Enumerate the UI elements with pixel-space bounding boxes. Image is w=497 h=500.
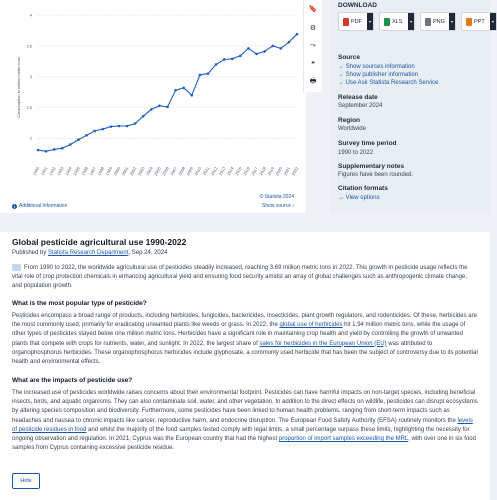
data-point [69,143,72,146]
print-icon: 🖶 [309,78,317,86]
release-date-title: Release date [338,94,378,101]
data-point [239,54,242,57]
statistic-details-panel [330,0,494,213]
png-icon [425,18,431,26]
download-xls-label: XLS [392,18,403,25]
download-title: DOWNLOAD [338,2,377,9]
download-ppt-label: PPT [474,18,485,25]
chevron-down-icon[interactable]: ▾ [408,13,414,30]
download-png-button[interactable] [420,12,456,31]
x-tick-label: 2005 [152,166,162,177]
data-point [61,147,64,150]
show-sources-label: Show sources information [345,64,415,70]
y-tick-label: 3 [29,74,32,80]
published-prefix: Published by [12,250,49,256]
download-buttons [338,12,497,31]
data-point [53,148,56,151]
survey-period-title: Survey time period [338,140,397,147]
x-tick-label: 2003 [136,166,146,177]
paragraph-text: The increased use of pesticides worldwide raises concerns about their environmental footprint. Pesticides can have harmful impacts on non-target species, including beneficial insects, birds, and aquatic organisms. They can also contaminate soil, water, and other vegetation. In addition to the direct effects on wildlife, pesticides can disrupt ecosystems by altering species composition and biodiversity. Furthermore, some pesticides have been linked to human health problems, ranging from short-term impacts such as headaches and nausea to chronic impacts like cancer, reproductive harm, and endocrine disruption. The European Food Safety Authority (EFSA) routinely monitors the [12,390,478,424]
x-tick-label: 2018 [258,166,267,177]
data-point [85,134,88,137]
x-tick-label: 1997 [88,166,98,177]
data-point [45,150,48,153]
x-tick-label: 2010 [193,166,203,177]
region-title: Region [338,117,361,124]
hide-button[interactable]: Hide [12,473,40,489]
x-tick-label: 1996 [80,166,89,177]
print-button[interactable] [304,74,322,92]
chevron-right-icon: › [292,203,294,209]
publisher-link[interactable]: Statista Research Department [48,250,129,256]
statistic-icon [12,264,21,271]
data-point [288,41,291,44]
published-line [12,250,167,256]
impacts-paragraph [12,389,478,453]
xls-icon [384,18,390,26]
intro-paragraph [12,264,478,292]
show-sources-link[interactable]: → Show sources information [338,64,415,70]
ask-research-link[interactable]: → Use Ask Statista Research Service [338,80,439,86]
x-tick-label: 2017 [250,166,259,177]
x-tick-label: 1994 [63,166,73,177]
y-tick-label: 2.5 [26,104,32,110]
show-publisher-link[interactable]: → Show publisher information [338,72,419,78]
line-chart [0,0,306,195]
import-samples-mrl-link[interactable]: proportion of import samples exceeding the MRL [278,436,409,443]
data-point [190,94,193,97]
bookmark-button[interactable] [304,0,322,18]
data-point [223,58,226,61]
x-tick-label: 2013 [217,166,227,177]
data-point [247,47,250,50]
global-herbicides-link[interactable]: global use of herbicides [279,322,343,329]
data-point [174,89,177,92]
published-date: , Sep 24, 2024 [128,250,168,256]
view-options-label: View options [345,195,380,201]
x-tick-label: 2014 [225,166,235,177]
download-xls-button[interactable] [379,12,415,31]
show-publisher-label: Show publisher information [345,72,419,78]
data-point [182,87,185,90]
chevron-down-icon[interactable]: ▾ [449,13,455,30]
y-axis-label: Consumption in million metric tons [16,57,21,118]
cite-button[interactable] [304,55,322,73]
data-point [142,115,145,118]
paragraph-text: hit 1.94 million metric tons, while the usage of other types of pesticides stayed below one million metric tons. Herbicides have a significant role in maintaining crop health and yield by controlling the growth of unwanted plants that compete with crops for nutrients, water, and sunlight. In 2022, the largest share of [12,322,466,347]
download-png-label: PNG [433,18,445,25]
info-icon: i [13,203,16,209]
x-tick-label: 2001 [120,166,130,177]
data-point [231,58,234,61]
x-tick-label: 1993 [55,166,65,177]
chevron-down-icon[interactable]: ▾ [490,13,496,30]
question-heading-1: What is the most popular type of pesticide? [12,300,147,307]
pdf-icon [343,18,349,26]
x-tick-label: 1991 [39,166,49,177]
quote-icon: ❝ [311,61,315,69]
article-title: Global pesticide agricultural use 1990-2022 [12,237,187,247]
data-point [150,108,153,111]
question-heading-2: What are the impacts of pesticide use? [12,377,133,384]
x-tick-label: 2004 [144,166,154,177]
supplementary-notes-title: Supplementary notes [338,163,405,170]
x-tick-label: 2015 [233,166,243,177]
x-tick-label: 1995 [72,166,81,177]
download-pdf-button[interactable] [338,12,374,31]
view-options-link[interactable]: → View options [338,195,380,201]
article-section [0,232,490,500]
intro-text: From 1990 to 2022, the worldwide agricultural use of pesticides steadily increased, reaching 3.69 million metric tons in 2022. This growth in pesticide usage reflects the vital role of crop protection chemicals in enhancing agricultural yield and ensuring food security amidst an array of global challenges such as anthropogenic climate change, and population growth. [12,265,468,290]
paragraph-text: Pesticides encompass a broad range of products, including herbicides, fungicides, bactericides, insecticides, plant growth regulators, and rodenticides. Of these, herbicides are the most commonly used, primarily for eradicating unwanted plants like weeds or grass. In 2022, the [12,313,477,329]
data-point [255,53,258,56]
supplementary-notes-value: Figures have been rounded. [338,172,414,178]
x-tick-label: 2006 [161,166,170,177]
pesticide-residues-link[interactable]: levels of pesticide residues in food [12,417,473,433]
series-line [38,34,297,151]
x-tick-label: 2008 [177,166,187,177]
survey-period-value: 1990 to 2022 [338,150,374,156]
data-point [101,128,104,131]
data-point [207,72,210,75]
x-tick-label: 2002 [128,166,138,177]
citation-formats-title: Citation formats [338,185,388,192]
chart-card [0,0,306,213]
data-point [296,33,299,36]
y-tick-label: 2 [29,135,32,141]
share-button[interactable] [304,37,322,55]
data-point [280,47,283,50]
data-point [93,130,96,133]
show-source-link[interactable] [262,203,294,209]
statista-credit[interactable]: © Statista 2024 [259,194,294,200]
data-point [199,74,202,77]
herbicides-paragraph [12,312,478,367]
data-point [263,50,266,53]
x-tick-label: 2007 [169,166,178,177]
y-tick-label: 4 [29,12,32,18]
x-tick-label: 2012 [209,166,219,177]
x-tick-label: 2000 [112,166,122,177]
x-tick-label: 1998 [96,166,106,177]
paragraph-text: , with over one in six food samples from Cyprus containing excessive pesticide residue. [12,436,476,452]
settings-button[interactable] [304,18,322,36]
x-tick-label: 1999 [104,166,114,177]
y-tick-label: 3.5 [26,43,32,49]
x-tick-label: 2022 [290,166,300,177]
data-point [271,45,274,48]
download-ppt-button[interactable] [461,12,497,31]
data-point [158,104,161,107]
eu-herbicide-sales-link[interactable]: sales for herbicides in the European Union (EU) [259,340,387,347]
x-tick-label: 1990 [31,166,41,177]
chart-toolbar [303,0,322,92]
x-tick-label: 2016 [242,166,251,177]
x-tick-label: 2019 [266,166,276,177]
region-value: Worldwide [338,126,366,132]
additional-information-label: Additional Information [19,203,68,209]
data-point [110,125,113,128]
chevron-down-icon[interactable]: ▾ [367,13,373,30]
additional-information-link[interactable] [12,203,67,209]
settings-icon: ⚙ [309,24,317,32]
x-tick-label: 2011 [201,166,211,176]
download-pdf-label: PDF [351,18,362,25]
paragraph-text: and whilst the majority of the food samples tested comply with legal limits, a small percentage surpass these limits, highlighting the necessity for ongoing observation and regulation. In 2021, Cyprus was the European country that had the highest [12,426,470,443]
release-date-value: September 2024 [338,103,383,109]
data-point [77,138,80,141]
x-tick-label: 2009 [185,166,195,177]
data-point [134,122,137,125]
show-source-label: Show source [262,203,291,209]
x-tick-label: 2020 [274,166,284,177]
x-tick-label: 2021 [282,166,292,177]
source-title: Source [338,54,361,61]
data-point [118,125,121,128]
share-icon: ⤳ [310,42,316,50]
data-point [215,63,218,66]
data-point [37,149,40,152]
data-point [166,106,169,109]
ppt-icon [466,18,472,26]
x-tick-label: 1992 [47,166,57,177]
bookmark-icon: 🔖 [308,6,318,14]
paragraph-text: was attributed to organophosphorus herbicides. These organophosphorus herbicides include glyphosate, a commonly used herbicide that has been the subject of controversy due to its potential health and environmental effects. [12,340,478,366]
ask-research-label: Use Ask Statista Research Service [345,80,439,86]
data-point [126,125,129,128]
